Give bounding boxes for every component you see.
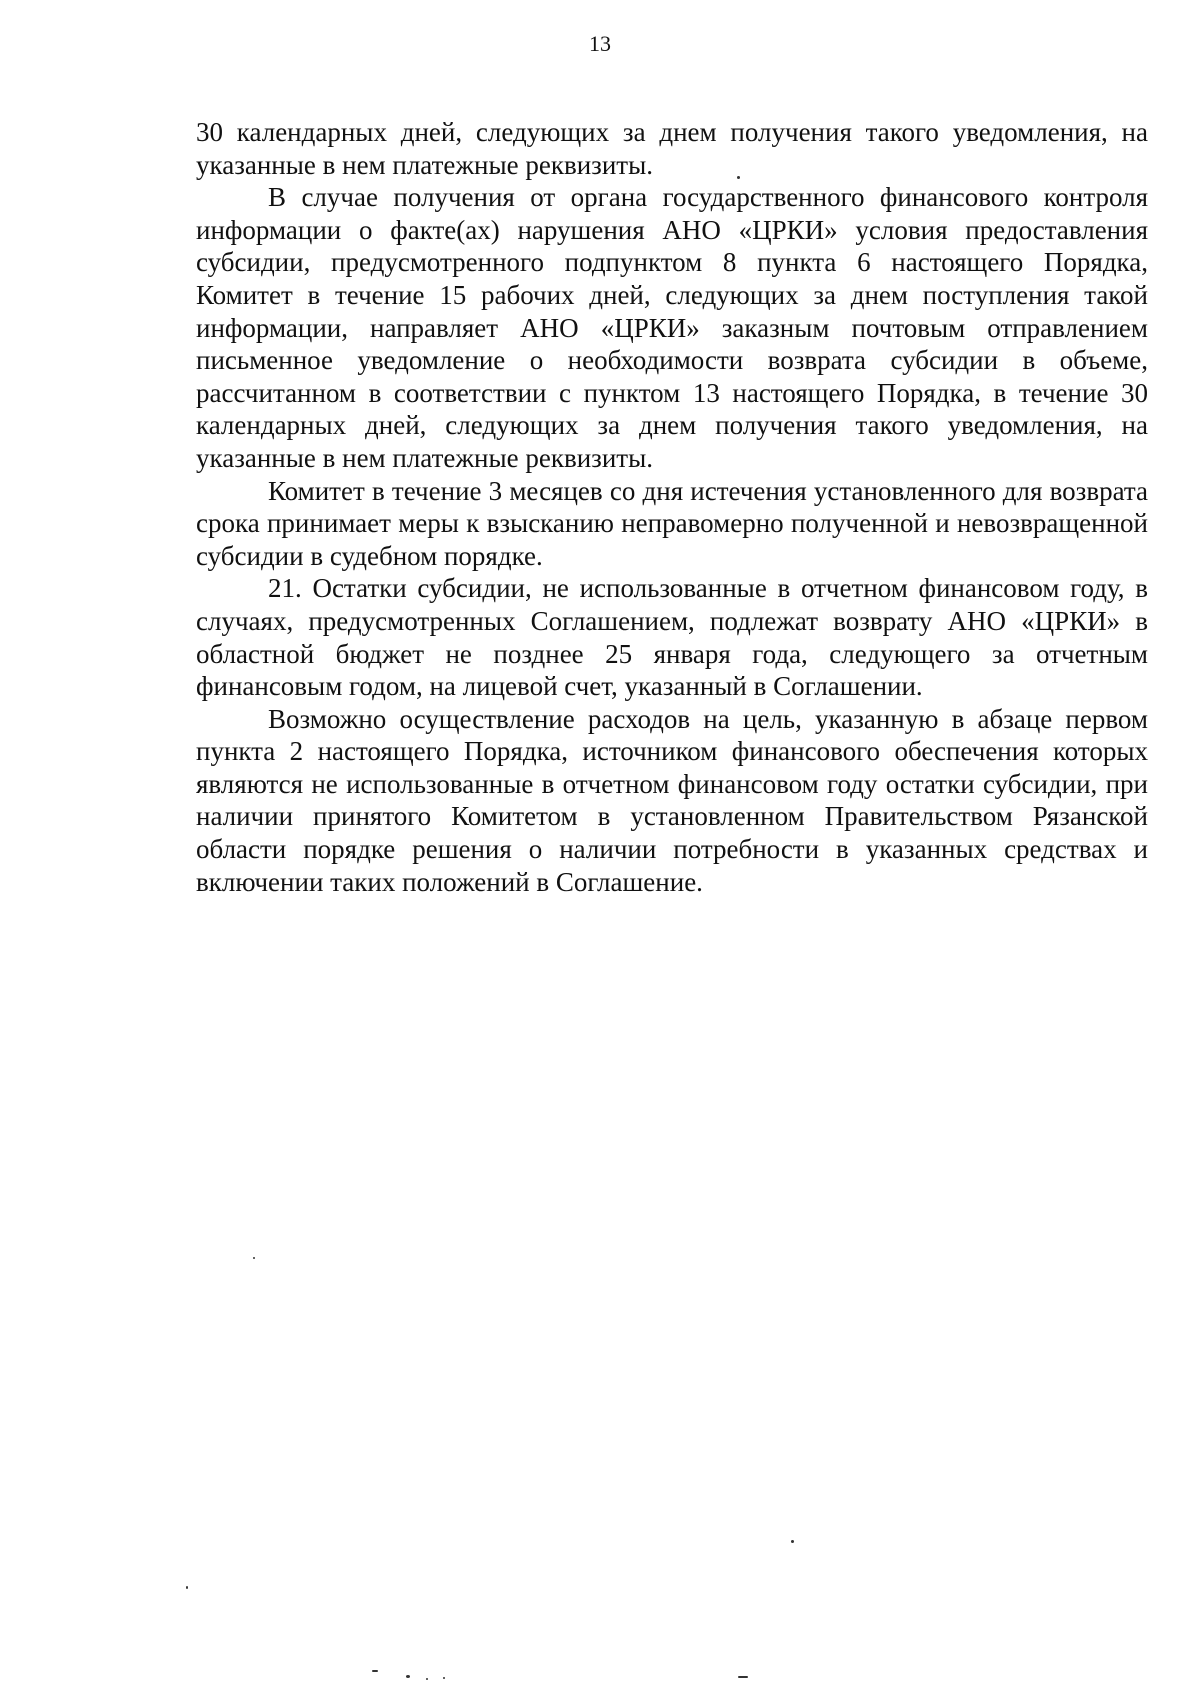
scan-speck: [426, 1678, 428, 1680]
paragraph-item-21: 21. Остатки субсидии, не использованные в отчетном финансовом году, в случаях, предусмотренных Соглашением, подлежат возврату АНО «ЦРКИ» в областной бюджет не позднее 25 января года, следующего за отчетным финансовым годом, на лицевой счет, указанный в Соглашении.: [196, 573, 1148, 702]
paragraph-continuation: 30 календарных дней, следующих за днем получения такого уведомления, на указанные в нем платежные реквизиты.: [196, 117, 1148, 180]
scan-speck: [738, 1676, 748, 1678]
paragraph-expenses: Возможно осуществление расходов на цель, указанную в абзаце первом пункта 2 настоящего Порядка, источником финансового обеспечения которых являются не использованные в отчетном финансовом году остатки субсидии, при наличии принятого Комитетом в установленном Правительством Рязанской области порядке решения о наличии потребности в указанных средствах и включении таких положений в Соглашение.: [196, 703, 1148, 897]
paragraph-court-recovery: Комитет в течение 3 месяцев со дня истечения установленного для возврата срока принимает меры к взысканию неправомерно полученной и невозвращенной субсидии в судебном порядке.: [196, 475, 1148, 571]
page-number: 13: [589, 31, 611, 56]
document-body: [196, 116, 1148, 898]
paragraph-control-violation: В случае получения от органа государственного финансового контроля информации о факте(ах) нарушения АНО «ЦРКИ» условия предоставления субсидии, предусмотренного подпунктом 8 пункта 6 настоящего Порядка, Комитет в течение 15 рабочих дней, следующих за днем поступления такой информации, направляет АНО «ЦРКИ» заказным почтовым отправлением письменное уведомление о необходимости возврата субсидии в объеме, рассчитанном в соответствии с пунктом 13 настоящего Порядка, в течение 30 календарных дней, следующих за днем получения такого уведомления, на указанные в нем платежные реквизиты.: [196, 182, 1148, 473]
scan-speck: [186, 1586, 188, 1589]
scan-speck: [737, 176, 740, 179]
scan-speck: [443, 1677, 445, 1679]
scan-speck: [253, 1257, 255, 1259]
scan-speck: [791, 1540, 794, 1543]
scan-speck: [372, 1670, 378, 1672]
scan-speck: [406, 1675, 410, 1678]
